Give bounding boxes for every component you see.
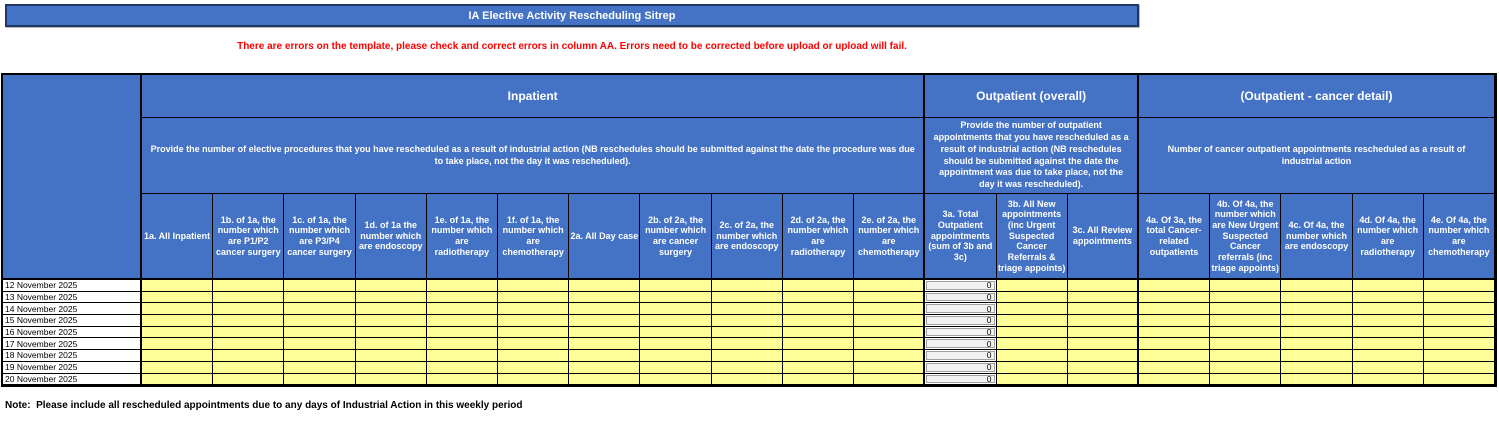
column-header-2a: 2a. All Day case xyxy=(569,194,640,280)
data-cell-1a[interactable] xyxy=(142,280,213,292)
data-cell-2a[interactable] xyxy=(569,315,640,327)
data-cell-3c[interactable] xyxy=(1068,292,1139,304)
data-cell-2c[interactable] xyxy=(712,338,783,350)
calculated-value: 0 xyxy=(926,375,994,384)
data-cell-2d[interactable] xyxy=(783,350,854,362)
data-cell-2c[interactable] xyxy=(712,280,783,292)
data-cell-3a[interactable] xyxy=(925,292,996,304)
data-cell-2a[interactable] xyxy=(569,292,640,304)
data-cell-2e[interactable] xyxy=(854,362,925,374)
date-cell[interactable]: 16 November 2025 xyxy=(3,327,142,339)
data-cell-3c[interactable] xyxy=(1068,327,1139,339)
data-cell-1f[interactable] xyxy=(498,315,569,327)
data-cell-1c[interactable] xyxy=(284,374,355,386)
sitrep-table xyxy=(1,73,1497,387)
data-cell-3a[interactable] xyxy=(925,280,996,292)
data-cell-1c[interactable] xyxy=(284,280,355,292)
data-cell-1d[interactable] xyxy=(356,374,427,386)
data-cell-3b[interactable] xyxy=(997,303,1068,315)
date-column-header xyxy=(3,75,142,280)
data-cell-2a[interactable] xyxy=(569,374,640,386)
data-cell-1c[interactable] xyxy=(284,315,355,327)
section-header: Inpatient xyxy=(142,75,925,118)
data-cell-4d[interactable] xyxy=(1353,315,1424,327)
data-cell-4e[interactable] xyxy=(1424,338,1495,350)
data-cell-1c[interactable] xyxy=(284,327,355,339)
data-cell-1a[interactable] xyxy=(142,374,213,386)
column-header-1c: 1c. of 1a, the number which are P3/P4 cancer surgery xyxy=(284,194,355,280)
data-cell-1e[interactable] xyxy=(427,280,498,292)
data-cell-3b[interactable] xyxy=(997,374,1068,386)
date-cell[interactable]: 14 November 2025 xyxy=(3,303,142,315)
data-cell-3a[interactable] xyxy=(925,362,996,374)
data-cell-1d[interactable] xyxy=(356,350,427,362)
data-cell-1f[interactable] xyxy=(498,350,569,362)
data-cell-4a[interactable] xyxy=(1139,327,1210,339)
section-description: Provide the number of elective procedures that you have rescheduled as a result of industrial action (NB reschedules should be submitted against the date the procedure was due to take place, not the day it was rescheduled). xyxy=(142,118,925,194)
data-cell-2d[interactable] xyxy=(783,338,854,350)
calculated-value: 0 xyxy=(926,293,994,302)
data-cell-2c[interactable] xyxy=(712,350,783,362)
data-cell-3c[interactable] xyxy=(1068,362,1139,374)
data-cell-3a[interactable] xyxy=(925,350,996,362)
page-title: IA Elective Activity Rescheduling Sitrep xyxy=(468,9,676,22)
data-cell-4b[interactable] xyxy=(1210,303,1281,315)
data-cell-2e[interactable] xyxy=(854,327,925,339)
data-cell-3a[interactable] xyxy=(925,303,996,315)
data-cell-2e[interactable] xyxy=(854,315,925,327)
data-cell-1e[interactable] xyxy=(427,327,498,339)
data-cell-4b[interactable] xyxy=(1210,362,1281,374)
calculated-value: 0 xyxy=(926,351,994,360)
data-cell-3b[interactable] xyxy=(997,350,1068,362)
data-cell-2d[interactable] xyxy=(783,315,854,327)
data-cell-2a[interactable] xyxy=(569,350,640,362)
data-cell-1e[interactable] xyxy=(427,303,498,315)
data-cell-1e[interactable] xyxy=(427,362,498,374)
column-header-4a: 4a. Of 3a, the total Cancer-related outpatients xyxy=(1139,194,1210,280)
data-cell-1d[interactable] xyxy=(356,315,427,327)
calculated-value: 0 xyxy=(926,328,994,337)
data-cell-1f[interactable] xyxy=(498,303,569,315)
data-cell-1d[interactable] xyxy=(356,362,427,374)
data-cell-4e[interactable] xyxy=(1424,315,1495,327)
data-cell-2c[interactable] xyxy=(712,315,783,327)
data-cell-3c[interactable] xyxy=(1068,315,1139,327)
calculated-value: 0 xyxy=(926,316,994,325)
data-cell-4a[interactable] xyxy=(1139,280,1210,292)
data-cell-2b[interactable] xyxy=(640,315,711,327)
data-cell-2c[interactable] xyxy=(712,292,783,304)
data-cell-4b[interactable] xyxy=(1210,280,1281,292)
data-cell-4a[interactable] xyxy=(1139,338,1210,350)
data-cell-4c[interactable] xyxy=(1281,280,1352,292)
data-cell-4b[interactable] xyxy=(1210,338,1281,350)
data-cell-4c[interactable] xyxy=(1281,350,1352,362)
data-cell-4a[interactable] xyxy=(1139,303,1210,315)
column-header-1f: 1f. of 1a, the number which are chemotherapy xyxy=(498,194,569,280)
data-cell-1f[interactable] xyxy=(498,362,569,374)
data-cell-1e[interactable] xyxy=(427,292,498,304)
data-cell-2e[interactable] xyxy=(854,292,925,304)
data-cell-4e[interactable] xyxy=(1424,280,1495,292)
data-cell-2c[interactable] xyxy=(712,327,783,339)
data-cell-1e[interactable] xyxy=(427,315,498,327)
data-cell-1c[interactable] xyxy=(284,303,355,315)
data-cell-1d[interactable] xyxy=(356,338,427,350)
data-cell-2b[interactable] xyxy=(640,350,711,362)
data-cell-4c[interactable] xyxy=(1281,303,1352,315)
data-cell-3a[interactable] xyxy=(925,327,996,339)
data-cell-1c[interactable] xyxy=(284,350,355,362)
data-cell-3c[interactable] xyxy=(1068,280,1139,292)
section-header: (Outpatient - cancer detail) xyxy=(1139,75,1495,118)
column-header-2d: 2d. of 2a, the number which are radiotherapy xyxy=(783,194,854,280)
data-cell-2a[interactable] xyxy=(569,338,640,350)
data-cell-4a[interactable] xyxy=(1139,374,1210,386)
data-cell-1b[interactable] xyxy=(213,327,284,339)
data-cell-3b[interactable] xyxy=(997,315,1068,327)
data-cell-3b[interactable] xyxy=(997,280,1068,292)
data-cell-1d[interactable] xyxy=(356,292,427,304)
data-cell-2a[interactable] xyxy=(569,327,640,339)
data-cell-2e[interactable] xyxy=(854,350,925,362)
data-cell-2b[interactable] xyxy=(640,327,711,339)
column-header-4d: 4d. Of 4a, the number which are radiotherapy xyxy=(1353,194,1424,280)
data-cell-4c[interactable] xyxy=(1281,292,1352,304)
data-cell-1a[interactable] xyxy=(142,315,213,327)
data-cell-4b[interactable] xyxy=(1210,315,1281,327)
data-cell-1b[interactable] xyxy=(213,362,284,374)
section-description: Provide the number of outpatient appointments that you have rescheduled as a result of industrial action (NB reschedules should be submitted against the date the appointment was due to take place, not the day it was rescheduled). xyxy=(925,118,1139,194)
data-cell-4c[interactable] xyxy=(1281,315,1352,327)
data-cell-1e[interactable] xyxy=(427,350,498,362)
data-cell-4b[interactable] xyxy=(1210,350,1281,362)
data-cell-4b[interactable] xyxy=(1210,374,1281,386)
data-cell-1f[interactable] xyxy=(498,292,569,304)
error-message: There are errors on the template, please check and correct errors in column AA. Errors need to be corrected before upload or upload will fail. xyxy=(237,41,907,52)
data-cell-2d[interactable] xyxy=(783,327,854,339)
data-cell-1b[interactable] xyxy=(213,315,284,327)
column-header-1b: 1b. of 1a, the number which are P1/P2 cancer surgery xyxy=(213,194,284,280)
data-cell-4a[interactable] xyxy=(1139,350,1210,362)
column-header-1d: 1d. of 1a the number which are endoscopy xyxy=(356,194,427,280)
column-header-2e: 2e. of 2a, the number which are chemotherapy xyxy=(854,194,925,280)
data-cell-2b[interactable] xyxy=(640,338,711,350)
data-cell-1b[interactable] xyxy=(213,303,284,315)
data-cell-1a[interactable] xyxy=(142,327,213,339)
date-cell[interactable]: 12 November 2025 xyxy=(3,280,142,292)
data-cell-4e[interactable] xyxy=(1424,350,1495,362)
data-cell-4a[interactable] xyxy=(1139,315,1210,327)
data-cell-3c[interactable] xyxy=(1068,303,1139,315)
data-cell-2d[interactable] xyxy=(783,303,854,315)
column-header-4b: 4b. Of 4a, the number which are New Urgent Suspected Cancer referrals (inc triage appoints) xyxy=(1210,194,1281,280)
date-cell[interactable]: 13 November 2025 xyxy=(3,292,142,304)
data-cell-1f[interactable] xyxy=(498,280,569,292)
data-cell-1e[interactable] xyxy=(427,338,498,350)
column-header-1a: 1a. All Inpatient xyxy=(142,194,213,280)
data-cell-4e[interactable] xyxy=(1424,362,1495,374)
date-cell[interactable]: 20 November 2025 xyxy=(3,374,142,386)
data-cell-4d[interactable] xyxy=(1353,374,1424,386)
data-cell-4c[interactable] xyxy=(1281,362,1352,374)
data-cell-2b[interactable] xyxy=(640,303,711,315)
data-cell-1a[interactable] xyxy=(142,338,213,350)
column-header-3c: 3c. All Review appointments xyxy=(1068,194,1139,280)
data-cell-2b[interactable] xyxy=(640,374,711,386)
date-cell[interactable]: 17 November 2025 xyxy=(3,338,142,350)
data-cell-4c[interactable] xyxy=(1281,338,1352,350)
column-header-2c: 2c. of 2a, the number which are endoscopy xyxy=(712,194,783,280)
data-cell-3a[interactable] xyxy=(925,315,996,327)
data-cell-4c[interactable] xyxy=(1281,327,1352,339)
data-cell-3b[interactable] xyxy=(997,362,1068,374)
data-cell-2a[interactable] xyxy=(569,303,640,315)
data-cell-3c[interactable] xyxy=(1068,350,1139,362)
data-cell-4e[interactable] xyxy=(1424,303,1495,315)
data-cell-1a[interactable] xyxy=(142,350,213,362)
data-cell-1b[interactable] xyxy=(213,338,284,350)
column-header-3a: 3a. Total Outpatient appointments (sum of 3b and 3c) xyxy=(925,194,996,280)
data-cell-2b[interactable] xyxy=(640,362,711,374)
data-cell-4a[interactable] xyxy=(1139,292,1210,304)
data-cell-3b[interactable] xyxy=(997,292,1068,304)
note-text: Note: Please include all rescheduled appointments due to any days of Industrial Action in this weekly period xyxy=(5,400,523,411)
data-cell-2d[interactable] xyxy=(783,374,854,386)
data-cell-1b[interactable] xyxy=(213,280,284,292)
data-cell-2d[interactable] xyxy=(783,292,854,304)
title-bar xyxy=(5,4,1139,27)
data-cell-2e[interactable] xyxy=(854,280,925,292)
data-cell-2b[interactable] xyxy=(640,292,711,304)
data-cell-3a[interactable] xyxy=(925,374,996,386)
data-cell-4c[interactable] xyxy=(1281,374,1352,386)
data-cell-1a[interactable] xyxy=(142,292,213,304)
data-cell-1c[interactable] xyxy=(284,292,355,304)
data-cell-4e[interactable] xyxy=(1424,327,1495,339)
date-cell[interactable]: 15 November 2025 xyxy=(3,315,142,327)
data-cell-2a[interactable] xyxy=(569,280,640,292)
data-cell-3b[interactable] xyxy=(997,327,1068,339)
calculated-value: 0 xyxy=(926,281,994,290)
data-cell-2c[interactable] xyxy=(712,362,783,374)
data-cell-2d[interactable] xyxy=(783,280,854,292)
data-cell-3c[interactable] xyxy=(1068,374,1139,386)
data-cell-2b[interactable] xyxy=(640,280,711,292)
column-header-4e: 4e. Of 4a, the number which are chemotherapy xyxy=(1424,194,1495,280)
data-cell-4d[interactable] xyxy=(1353,327,1424,339)
data-cell-1f[interactable] xyxy=(498,338,569,350)
data-cell-1f[interactable] xyxy=(498,327,569,339)
data-cell-3b[interactable] xyxy=(997,338,1068,350)
data-cell-1f[interactable] xyxy=(498,374,569,386)
data-cell-1c[interactable] xyxy=(284,362,355,374)
section-description: Number of cancer outpatient appointments rescheduled as a result of industrial action xyxy=(1139,118,1495,194)
calculated-value: 0 xyxy=(926,304,994,313)
date-cell[interactable]: 19 November 2025 xyxy=(3,362,142,374)
column-header-1e: 1e. of 1a, the number which are radiotherapy xyxy=(427,194,498,280)
data-cell-1b[interactable] xyxy=(213,374,284,386)
data-cell-4e[interactable] xyxy=(1424,292,1495,304)
data-cell-3c[interactable] xyxy=(1068,338,1139,350)
data-cell-1b[interactable] xyxy=(213,292,284,304)
data-cell-1a[interactable] xyxy=(142,362,213,374)
data-cell-1a[interactable] xyxy=(142,303,213,315)
data-cell-1b[interactable] xyxy=(213,350,284,362)
data-cell-2e[interactable] xyxy=(854,374,925,386)
section-header: Outpatient (overall) xyxy=(925,75,1139,118)
data-cell-4d[interactable] xyxy=(1353,362,1424,374)
data-cell-2c[interactable] xyxy=(712,374,783,386)
data-cell-1d[interactable] xyxy=(356,303,427,315)
calculated-value: 0 xyxy=(926,339,994,348)
data-cell-4b[interactable] xyxy=(1210,327,1281,339)
calculated-value: 0 xyxy=(926,363,994,372)
column-header-3b: 3b. All New appointments (inc Urgent Suspected Cancer Referrals & triage appoints) xyxy=(997,194,1068,280)
data-cell-1e[interactable] xyxy=(427,374,498,386)
data-cell-1d[interactable] xyxy=(356,280,427,292)
data-cell-1c[interactable] xyxy=(284,338,355,350)
data-cell-4a[interactable] xyxy=(1139,362,1210,374)
column-header-2b: 2b. of 2a, the number which are cancer surgery xyxy=(640,194,711,280)
data-cell-2e[interactable] xyxy=(854,338,925,350)
data-cell-4d[interactable] xyxy=(1353,350,1424,362)
data-cell-1d[interactable] xyxy=(356,327,427,339)
data-cell-4e[interactable] xyxy=(1424,374,1495,386)
data-cell-2a[interactable] xyxy=(569,362,640,374)
data-cell-4d[interactable] xyxy=(1353,338,1424,350)
data-cell-4d[interactable] xyxy=(1353,303,1424,315)
date-cell[interactable]: 18 November 2025 xyxy=(3,350,142,362)
data-cell-4d[interactable] xyxy=(1353,292,1424,304)
data-cell-4b[interactable] xyxy=(1210,292,1281,304)
data-cell-3a[interactable] xyxy=(925,338,996,350)
column-header-4c: 4c. Of 4a, the number which are endoscopy xyxy=(1281,194,1352,280)
data-cell-2e[interactable] xyxy=(854,303,925,315)
data-cell-2d[interactable] xyxy=(783,362,854,374)
data-cell-4d[interactable] xyxy=(1353,280,1424,292)
data-cell-2c[interactable] xyxy=(712,303,783,315)
